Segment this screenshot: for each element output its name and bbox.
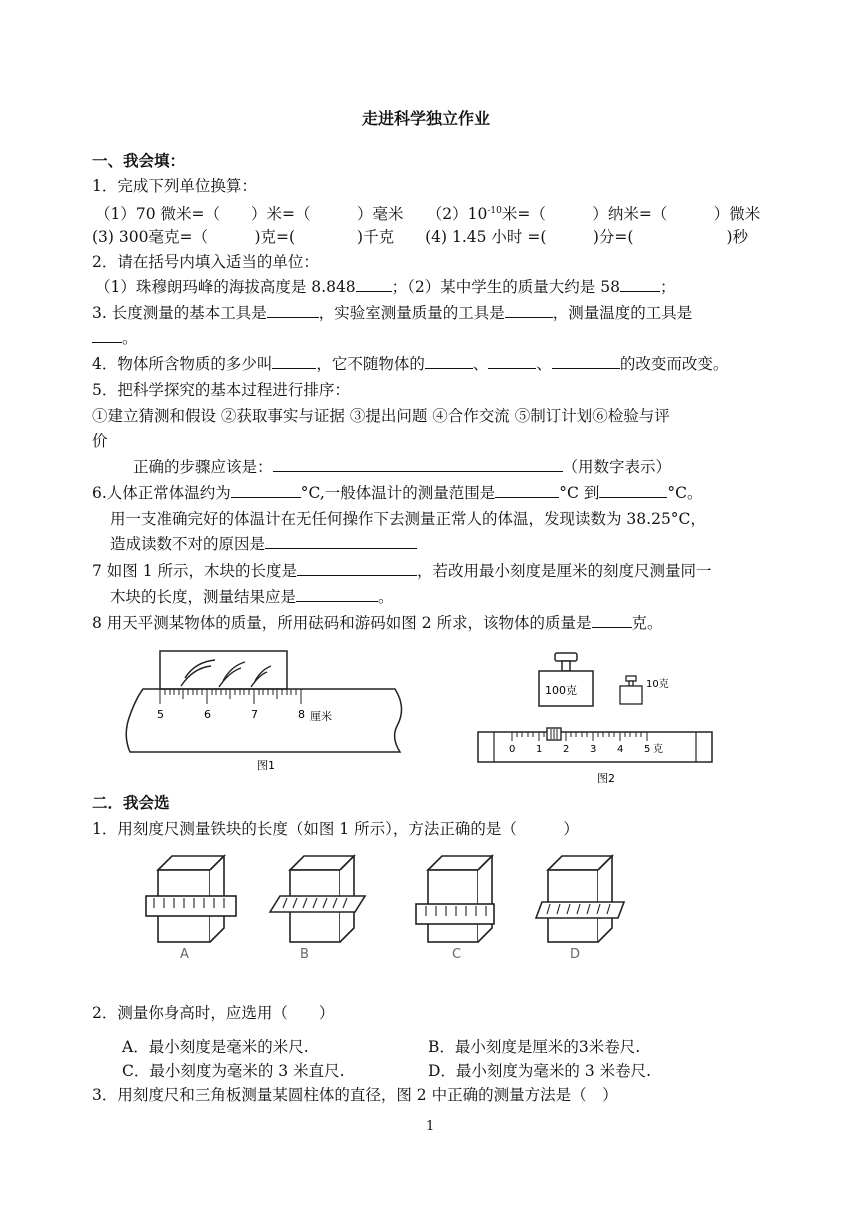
svg-text:2: 2: [563, 744, 570, 755]
q2-stem: 2．请在括号内填入适当的单位：: [92, 253, 319, 271]
option-d-label: D: [570, 947, 581, 962]
s2-q3-stem: 3．用刻度尺和三角板测量某圆柱体的直径，图 2 中正确的测量方法是（ ）: [92, 1086, 618, 1104]
q1-stem: 1．完成下列单位换算：: [92, 177, 257, 195]
s2-q2-option-c: C．最小刻度为毫米的 3 米直尺.: [122, 1062, 345, 1080]
q7-line1: 7 如图 1 所示，木块的长度是 ，若改用最小刻度是厘米的刻度尺测量同一: [92, 562, 712, 580]
q3-line2: 。: [92, 327, 138, 349]
svg-text:4: 4: [617, 744, 624, 755]
figure-2-balance: [472, 648, 717, 788]
weight-10g: [620, 686, 642, 704]
q6-line2: 用一支准确完好的体温计在无任何操作下去测量正常人的体温，发现读数为 38.25°C，: [110, 510, 706, 528]
option-b-label: B: [300, 947, 309, 962]
option-c-label: C: [452, 947, 462, 962]
svg-text:5: 5: [644, 744, 651, 755]
q8: 8 用天平测某物体的质量，所用砝码和游码如图 2 所求，该物体的质量是 克。: [92, 614, 663, 632]
q5-steps: ①建立猜测和假设 ②获取事实与证据 ③提出问题 ④合作交流 ⑤制订计划⑥检验与评: [92, 407, 670, 425]
svg-text:3: 3: [590, 744, 597, 755]
figure-blocks-rulers: [140, 846, 640, 976]
svg-text:0: 0: [509, 744, 516, 755]
s2-q2-option-a: A．最小刻度是毫米的米尺.: [122, 1038, 309, 1056]
ruler-unit: 厘米: [310, 710, 332, 723]
svg-text:100克: 100克: [545, 684, 577, 697]
q6-line1: 6.人体正常体温约为 °C,一般体温计的测量范围是 °C 到 °C。: [92, 484, 703, 502]
ruler-tick-label: 5: [157, 708, 164, 721]
s2-q2-option-d: D．最小刻度为毫米的 3 米卷尺.: [428, 1062, 652, 1080]
q1-line2: (3) 300毫克=（ )克=( )千克 (4) 1.45 小时 =( )分=( )秒: [92, 228, 748, 246]
figure-1-caption: 图1: [257, 759, 275, 772]
s2-q2-stem: 2．测量你身高时，应选用（ ）: [92, 1004, 335, 1022]
svg-text:10克: 10克: [646, 679, 669, 690]
ruler-tick-label: 6: [204, 708, 211, 721]
option-c-image: [416, 856, 494, 942]
page-title: 走进科学独立作业: [362, 109, 491, 128]
option-b-image: [270, 856, 365, 942]
svg-text:克: 克: [653, 744, 663, 755]
q3-line1: 3. 长度测量的基本工具是 ，实验室测量质量的工具是 ，测量温度的工具是: [92, 304, 693, 322]
ruler-tick-label: 7: [251, 708, 258, 721]
s2-q1-stem: 1．用刻度尺测量铁块的长度（如图 1 所示），方法正确的是（ ）: [92, 820, 579, 838]
q7-line2: 木块的长度，测量结果应是 。: [110, 588, 394, 606]
figure-2-caption: 图2: [597, 772, 615, 785]
q5-stem: 5．把科学探究的基本过程进行排序：: [92, 381, 350, 399]
q6-line3: 造成读数不对的原因是: [110, 533, 417, 555]
q2-line1: （1）珠穆朗玛峰的海拔高度是 8.848 ；（2）某中学生的质量大约是 58 ；: [95, 278, 676, 296]
svg-text:1: 1: [536, 744, 543, 755]
q5-answer: 正确的步骤应该是： （用数字表示）: [133, 458, 672, 476]
section-heading-fill: 一、我会填：: [92, 152, 186, 170]
q1-line1: （1）70 微米=（ ）米=（ ）毫米 $(2)10^{-10}$米=（ ）纳米=（ ）微米: [95, 205, 761, 224]
option-a-image: [146, 856, 236, 942]
figure-1-ruler: [115, 648, 415, 773]
q4: 4．物体所含物质的多少叫 ，它不随物体的 、 、 的改变而改变。: [92, 355, 729, 373]
section-heading-choose: 二．我会选: [92, 794, 170, 812]
option-d-image: [536, 856, 624, 942]
page-number: 1: [426, 1119, 435, 1134]
s2-q2-option-b: B．最小刻度是厘米的3米卷尺.: [428, 1038, 641, 1056]
q5-steps-cont: 价: [92, 432, 108, 450]
option-a-label: A: [180, 947, 189, 962]
wood-block: [160, 651, 287, 689]
ruler-body: [126, 689, 401, 752]
ruler-tick-label: 8: [298, 708, 305, 721]
